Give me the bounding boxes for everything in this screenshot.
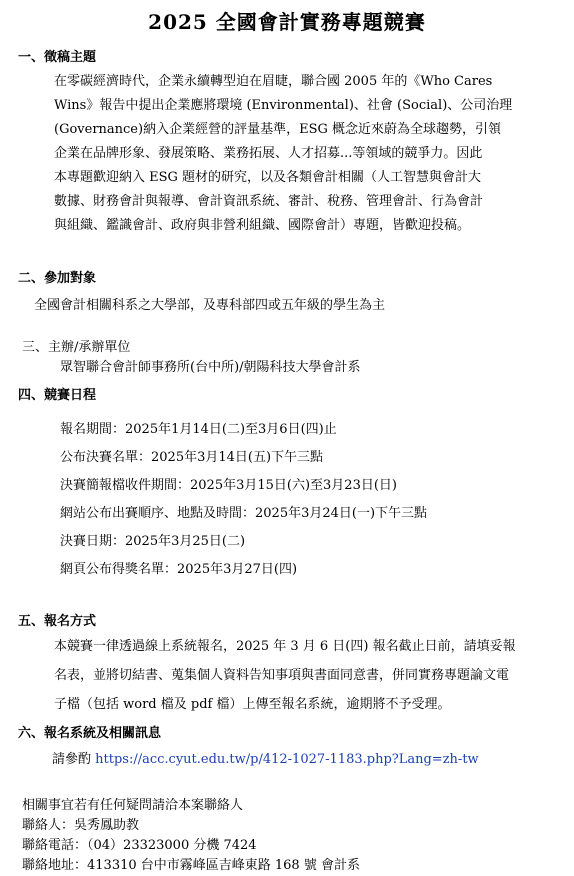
section-heading-eligibility: 二、參加對象	[18, 271, 97, 286]
system-info-line	[52, 748, 479, 767]
section-heading-topic: 一、徵稿主題	[18, 50, 97, 65]
paragraph-line: Wins》報告中提出企業應將環境 (Environmental)、社會 (Social)、公司治理	[54, 98, 513, 113]
schedule-item-final-date: 決賽日期：2025年3月25日(二)	[60, 534, 246, 549]
paragraph-line: 本競賽一律透過線上系統報名，2025 年 3 月 6 日(四) 報名截止日前，請填妥報	[54, 639, 516, 654]
schedule-item-winners: 網頁公布得獎名單：2025年3月27日(四)	[60, 562, 298, 577]
paragraph-line: 數據、財務會計與報導、會計資訊系統、審計、稅務、管理會計、行為會計	[54, 194, 484, 209]
registration-paragraph	[54, 632, 534, 719]
page-title: 2025 全國會計實務專題競賽	[148, 10, 426, 34]
schedule-item-order: 網站公布出賽順序、地點及時間：2025年3月24日(一)下午三點	[60, 506, 428, 521]
paragraph-line: 子檔（包括 word 檔及 pdf 檔）上傳至報名系統，逾期將不予受理。	[54, 697, 451, 712]
paragraph-line: 名表，並將切結書、蒐集個人資料告知事項與書面同意書，併同實務專題論文電	[54, 668, 510, 683]
section-heading-system: 六、報名系統及相關訊息	[18, 726, 162, 741]
schedule-item-slides: 決賽簡報檔收件期間：2025年3月15日(六)至3月23日(日)	[60, 478, 397, 493]
organizer-text: 眾智聯合會計師事務所(台中所)/朝陽科技大學會計系	[60, 360, 361, 375]
paragraph-line: 企業在品牌形象、發展策略、業務拓展、人才招募...等領域的競爭力。因此	[54, 146, 483, 161]
topic-paragraph	[54, 70, 534, 238]
contact-person: 聯絡人：吳秀鳳助教	[22, 818, 140, 833]
schedule-item-registration: 報名期間：2025年1月14日(二)至3月6日(四)止	[60, 422, 337, 437]
section-heading-registration: 五、報名方式	[18, 614, 97, 629]
registration-link[interactable]: https://acc.cyut.edu.tw/p/412-1027-1183.php?Lang=zh-tw	[95, 752, 479, 767]
eligibility-text: 全國會計相關科系之大學部，及專科部四或五年級的學生為主	[34, 298, 386, 313]
section-heading-schedule: 四、競賽日程	[18, 388, 97, 403]
schedule-item-finalists: 公布決賽名單：2025年3月14日(五)下午三點	[60, 450, 324, 465]
paragraph-line: (Governance)納入企業經營的評量基準，ESG 概念近來蔚為全球趨勢，引領	[54, 122, 501, 137]
contact-phone: 聯絡電話：（04）23323000 分機 7424	[22, 838, 257, 853]
system-info-prefix: 請參酌	[52, 752, 96, 767]
paragraph-line: 本專題歡迎納入 ESG 題材的研究，以及各類會計相關（人工智慧與會計大	[54, 170, 482, 185]
paragraph-line: 在零碳經濟時代，企業永續轉型迫在眉睫，聯合國 2005 年的《Who Cares	[54, 74, 493, 89]
section-heading-organizer: 三、主辦/承辦單位	[22, 340, 131, 355]
contact-address: 聯絡地址：413310 台中市霧峰區吉峰東路 168 號 會計系	[22, 858, 360, 873]
paragraph-line: 與組織、鑑識會計、政府與非營利組織、國際會計）專題，皆歡迎投稿。	[54, 218, 471, 233]
contact-intro: 相關事宜若有任何疑問請洽本案聯絡人	[22, 798, 244, 813]
